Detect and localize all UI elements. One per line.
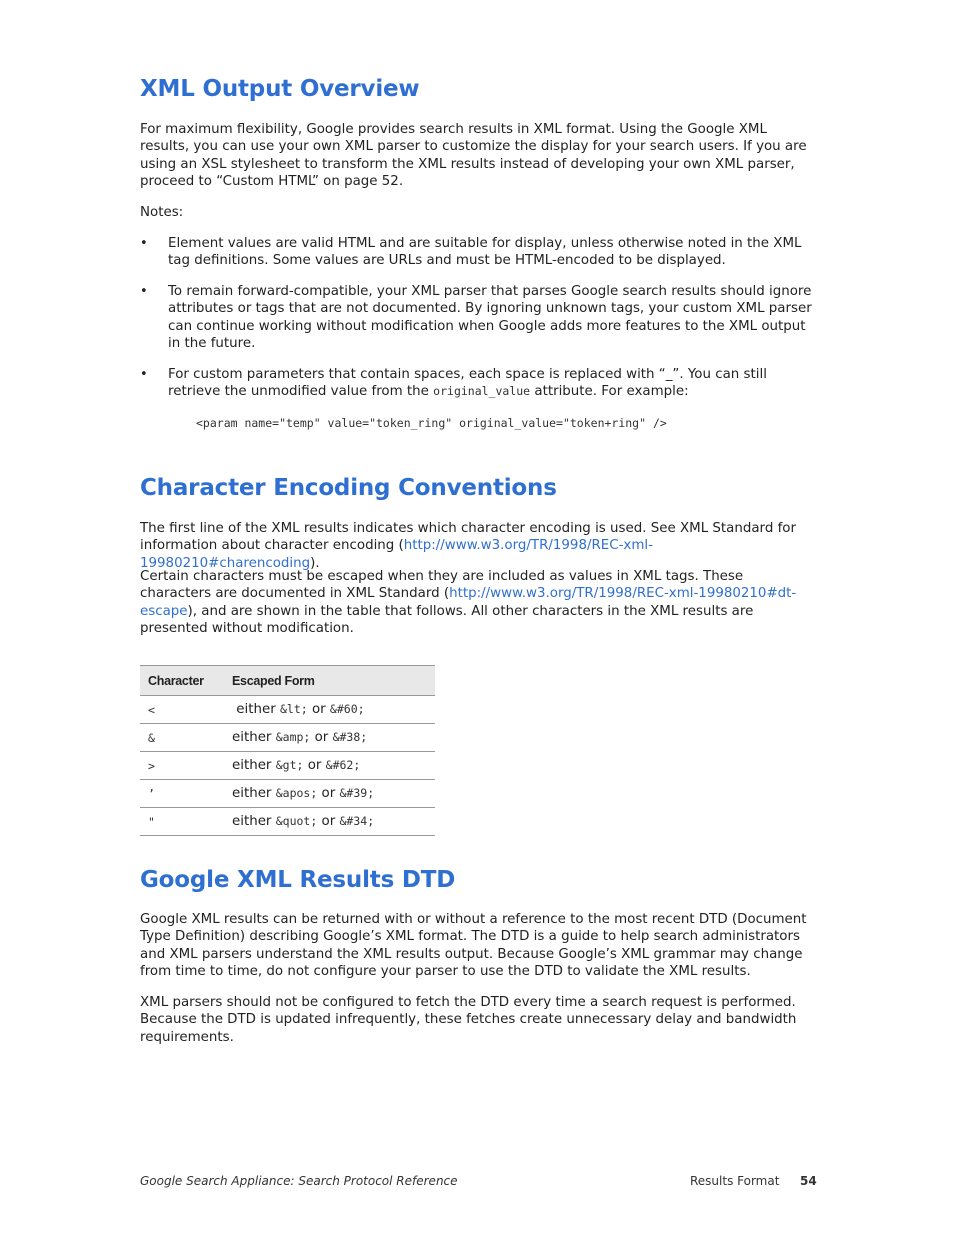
table-header-row: [140, 666, 435, 696]
cell-escaped-form: either &apos; or &#39;: [224, 780, 435, 808]
cell-character: ": [140, 808, 224, 836]
table-row: [140, 752, 435, 780]
bullet-icon: •: [140, 367, 148, 382]
table-row: [140, 696, 435, 724]
paragraph-dtd: Google XML results can be returned with or without a reference to the most recent DTD (Document Type Definition) describing Google’s XML format. The DTD is a guide to help search administrators and XML parsers understand the XML results output. Because Google’s XML grammar may change from time to time, do not configure your parser to use the DTD to validate the XML results.: [140, 912, 807, 979]
paragraph-escaping: Certain characters must be escaped when they are included as values in XML tags. These characters are documented in XML Standard (http://www.w3.org/TR/1998/REC-xml-19980210#dt-escape), and are shown in the table that follows. All other characters in the XML results are presented without modification.: [140, 569, 797, 636]
code-example: <param name="temp" value="token_ring" original_value="token+ring" />: [196, 416, 667, 430]
table-row: [140, 808, 435, 836]
heading-character-encoding: Character Encoding Conventions: [140, 475, 557, 501]
cell-escaped-form: either &lt; or &#60;: [224, 696, 435, 724]
charencoding-link[interactable]: http://www.w3.org/TR/1998/REC-xml-19980210#charencoding: [140, 538, 653, 571]
cell-character: >: [140, 752, 224, 780]
escape-table: [140, 665, 435, 836]
bullet-text: Element values are valid HTML and are suitable for display, unless otherwise noted in the XML tag definitions. Some values are URLs and must be HTML-encoded to be displayed.: [168, 236, 802, 269]
bullet-icon: •: [140, 236, 148, 251]
inline-code: original_value: [433, 384, 531, 399]
column-header-escaped-form: Escaped Form: [224, 666, 435, 696]
bullet-icon: •: [140, 284, 148, 299]
column-header-character: Character: [140, 666, 224, 696]
table-row: [140, 724, 435, 752]
footer-page-number: 54: [800, 1174, 817, 1188]
cell-escaped-form: either &quot; or &#34;: [224, 808, 435, 836]
footer-doc-title: Google Search Appliance: Search Protocol Reference: [140, 1174, 458, 1188]
cell-escaped-form: either &gt; or &#62;: [224, 752, 435, 780]
cell-escaped-form: either &amp; or &#38;: [224, 724, 435, 752]
bullet-text: To remain forward-compatible, your XML parser that parses Google search results should ignore attributes or tags that are not documented. By ignoring unknown tags, your custom XML parser can continue working without modification when Google adds more features to the XML output in the future.: [168, 284, 812, 351]
cell-character: ’: [140, 780, 224, 808]
cell-character: &: [140, 724, 224, 752]
table-row: [140, 780, 435, 808]
bullet-text: For custom parameters that contain spaces, each space is replaced with “_”. You can still retrieve the unmodified value from the original_value attribute. For example:: [168, 367, 767, 400]
notes-label: Notes:: [140, 205, 184, 220]
heading-google-xml-results-dtd: Google XML Results DTD: [140, 867, 456, 893]
paragraph-encoding: The first line of the XML results indicates which character encoding is used. See XML Standard for information about character encoding (http://www.w3.org/TR/1998/REC-xml-19980210#charencoding).: [140, 521, 796, 571]
heading-xml-output-overview: XML Output Overview: [140, 76, 420, 102]
paragraph-intro: For maximum flexibility, Google provides search results in XML format. Using the Google XML results, you can use your own XML parser to customize the display for your search users. If you are using an XSL stylesheet to transform the XML results instead of developing your own XML parser, proceed to “Custom HTML” on page 52.: [140, 122, 807, 189]
dt-escape-link[interactable]: http://www.w3.org/TR/1998/REC-xml-19980210#dt-escape: [140, 586, 797, 619]
cell-character: <: [140, 696, 224, 724]
paragraph-dtd-fetch: XML parsers should not be configured to fetch the DTD every time a search request is performed. Because the DTD is updated infrequently, these fetches create unnecessary delay and bandwidth requirements.: [140, 995, 797, 1045]
footer-section: Results Format: [690, 1174, 780, 1188]
